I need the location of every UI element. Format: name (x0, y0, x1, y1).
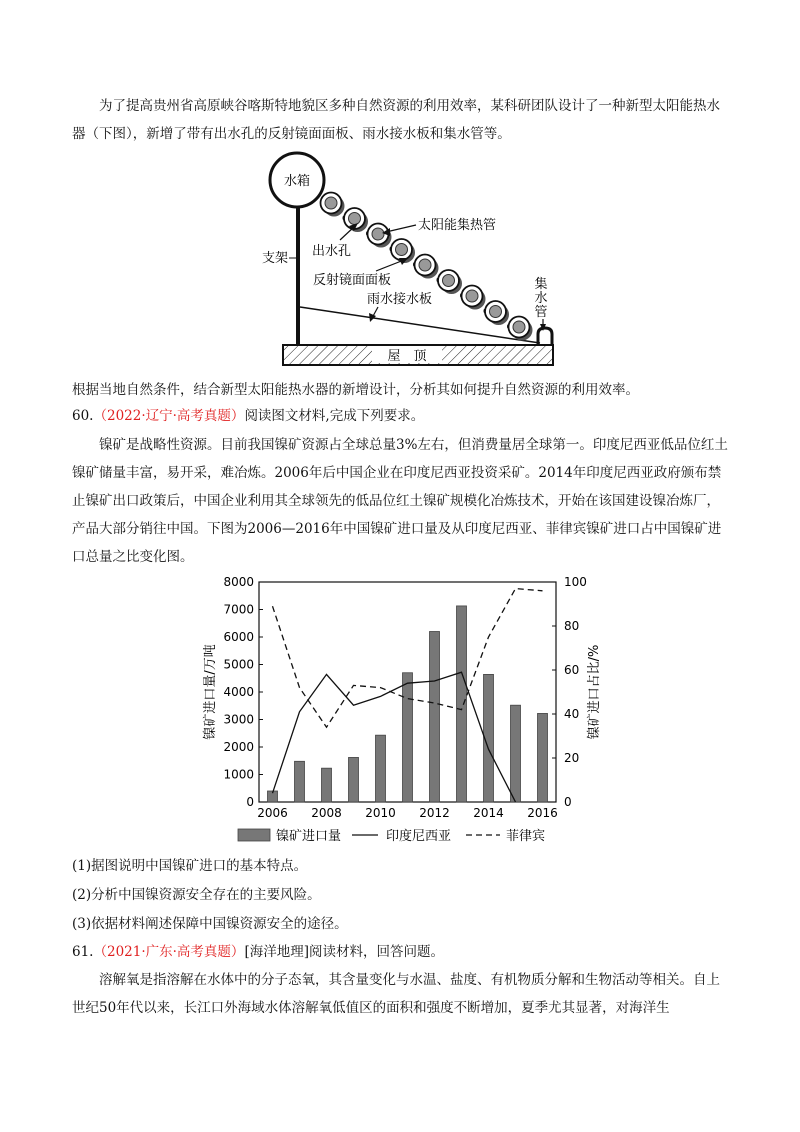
collector-tubes (321, 193, 533, 341)
y-left-tick-label: 3000 (223, 712, 254, 727)
label-collector-tube: 太阳能集热管 (418, 218, 497, 233)
x-tick-label: 2014 (473, 806, 504, 820)
q59-question: 根据当地自然条件，结合新型太阳能热水器的新增设计，分析其如何提升自然资源的利用效率。 (72, 382, 639, 398)
y-right-tick-label: 40 (564, 707, 580, 721)
bar-nickel-import (322, 768, 332, 802)
y-left-tick-label: 0 (246, 795, 254, 809)
x-tick-label: 2010 (365, 806, 396, 820)
q59-intro: 为了提高贵州省高原峡谷喀斯特地貌区多种自然资源的利用效率，某科研团队设计了一种新型太阳能热水器（下图），新增了带有出水孔的反射镜面面板、雨水接水板和集水管等。 (72, 98, 720, 142)
legend-label-philippines: 菲律宾 (506, 829, 546, 844)
bar-nickel-import (295, 761, 305, 802)
q60-question-3: (3)依据材料阐述保障中国镍资源安全的途径。 (72, 916, 348, 932)
q61-material: 溶解氧是指溶解在水体中的分子态氧，其含量变化与水温、盐度、有机物质分解和生物活动等相关。自上世纪50年代以来，长江口外海域水体溶解氧低值区的面积和强度不断增加，夏季尤其显著，对海洋生 (72, 972, 720, 1016)
y-right-tick-label: 100 (564, 575, 587, 589)
legend-label-indonesia: 印度尼西亚 (386, 829, 452, 844)
x-tick-label: 2006 (257, 806, 288, 820)
nickel-import-chart (190, 570, 600, 850)
label-outlet-hole: 出水孔 (312, 244, 352, 259)
bar-nickel-import (349, 757, 359, 802)
tube-core (396, 244, 408, 256)
x-tick-label: 2012 (419, 806, 450, 820)
tube-core (325, 197, 337, 209)
tube-core (372, 228, 384, 240)
y-left-tick-label: 5000 (223, 657, 254, 672)
q60-material: 镍矿是战略性资源。目前我国镍矿资源占全球总量3%左右，但消费量居全球第一。印度尼西亚低品位红土镍矿储量丰富，易开采，难冶炼。2006年后中国企业在印度尼西亚投资采矿。2014年印度尼西亚政府颁布禁止镍矿出口政策后，中国企业利用其全球领先的低品位红土镍矿规模化冶炼技术，开始在该国建设镍冶炼厂，产品大部分销往中国。下图为2006—2016年中国镍矿进口量及从印度尼西亚、菲律宾镍矿进口占中国镍矿进口总量之比变化图。 (72, 437, 728, 565)
y-left-axis-label: 镍矿进口量/万吨 (203, 644, 218, 740)
label-rain-board: 雨水接水板 (367, 292, 433, 307)
y-left-tick-label: 4000 (223, 685, 254, 699)
tube-core (490, 306, 502, 318)
label-roof: 屋 顶 (387, 349, 427, 364)
legend-label-bar: 镍矿进口量 (276, 829, 342, 844)
x-tick-label: 2016 (527, 806, 558, 820)
bar-nickel-import (511, 705, 521, 802)
label-tank: 水箱 (283, 174, 311, 189)
y-left-tick-label: 6000 (223, 630, 254, 644)
q60-instruction: 阅读图文材料,完成下列要求。 (244, 408, 425, 424)
label-collect-pipe-1: 集 (534, 277, 548, 292)
q61-source: （2021·广东·高考真题） (93, 944, 245, 960)
label-collect-pipe-2: 水 (534, 291, 548, 306)
q60-header (72, 405, 424, 427)
q60-number: 60. (72, 408, 94, 424)
tube-core (349, 213, 361, 225)
y-right-tick-label: 0 (564, 795, 572, 809)
q61-number: 61. (72, 944, 94, 960)
collect-pipe (538, 328, 552, 346)
label-collect-pipe-3: 管 (534, 305, 548, 320)
line-indonesia (273, 672, 516, 802)
bar-nickel-import (430, 632, 440, 803)
q61-header (72, 941, 444, 963)
y-left-tick-label: 8000 (223, 575, 254, 589)
y-right-tick-label: 60 (564, 663, 580, 677)
q60-question-1: (1)据图说明中国镍矿进口的基本特点。 (72, 858, 308, 874)
y-right-axis-label: 镍矿进口占比/% (587, 644, 602, 740)
label-support: 支架 (262, 251, 289, 266)
bar-nickel-import (538, 713, 548, 802)
tube-core (419, 259, 431, 271)
tube-core (513, 321, 525, 333)
bar-nickel-import (403, 673, 413, 802)
y-right-tick-label: 20 (564, 751, 580, 765)
solar-heater-diagram (260, 150, 570, 372)
bar-nickel-import (376, 735, 386, 802)
x-tick-label: 2008 (311, 806, 342, 820)
y-left-tick-label: 7000 (223, 602, 254, 617)
legend-swatch-bar (238, 829, 270, 841)
bar-nickel-import (457, 606, 467, 802)
q60-question-2: (2)分析中国镍资源安全存在的主要风险。 (72, 887, 321, 903)
label-mirror-panel: 反射镜面面板 (313, 273, 392, 288)
q60-source: （2022·辽宁·高考真题） (93, 408, 245, 424)
y-right-tick-label: 80 (564, 619, 580, 633)
tube-core (443, 275, 455, 287)
q61-instruction: [海洋地理]阅读材料，回答问题。 (244, 944, 444, 960)
y-left-tick-label: 1000 (223, 767, 254, 782)
y-left-tick-label: 2000 (223, 740, 254, 754)
tube-core (466, 290, 478, 302)
